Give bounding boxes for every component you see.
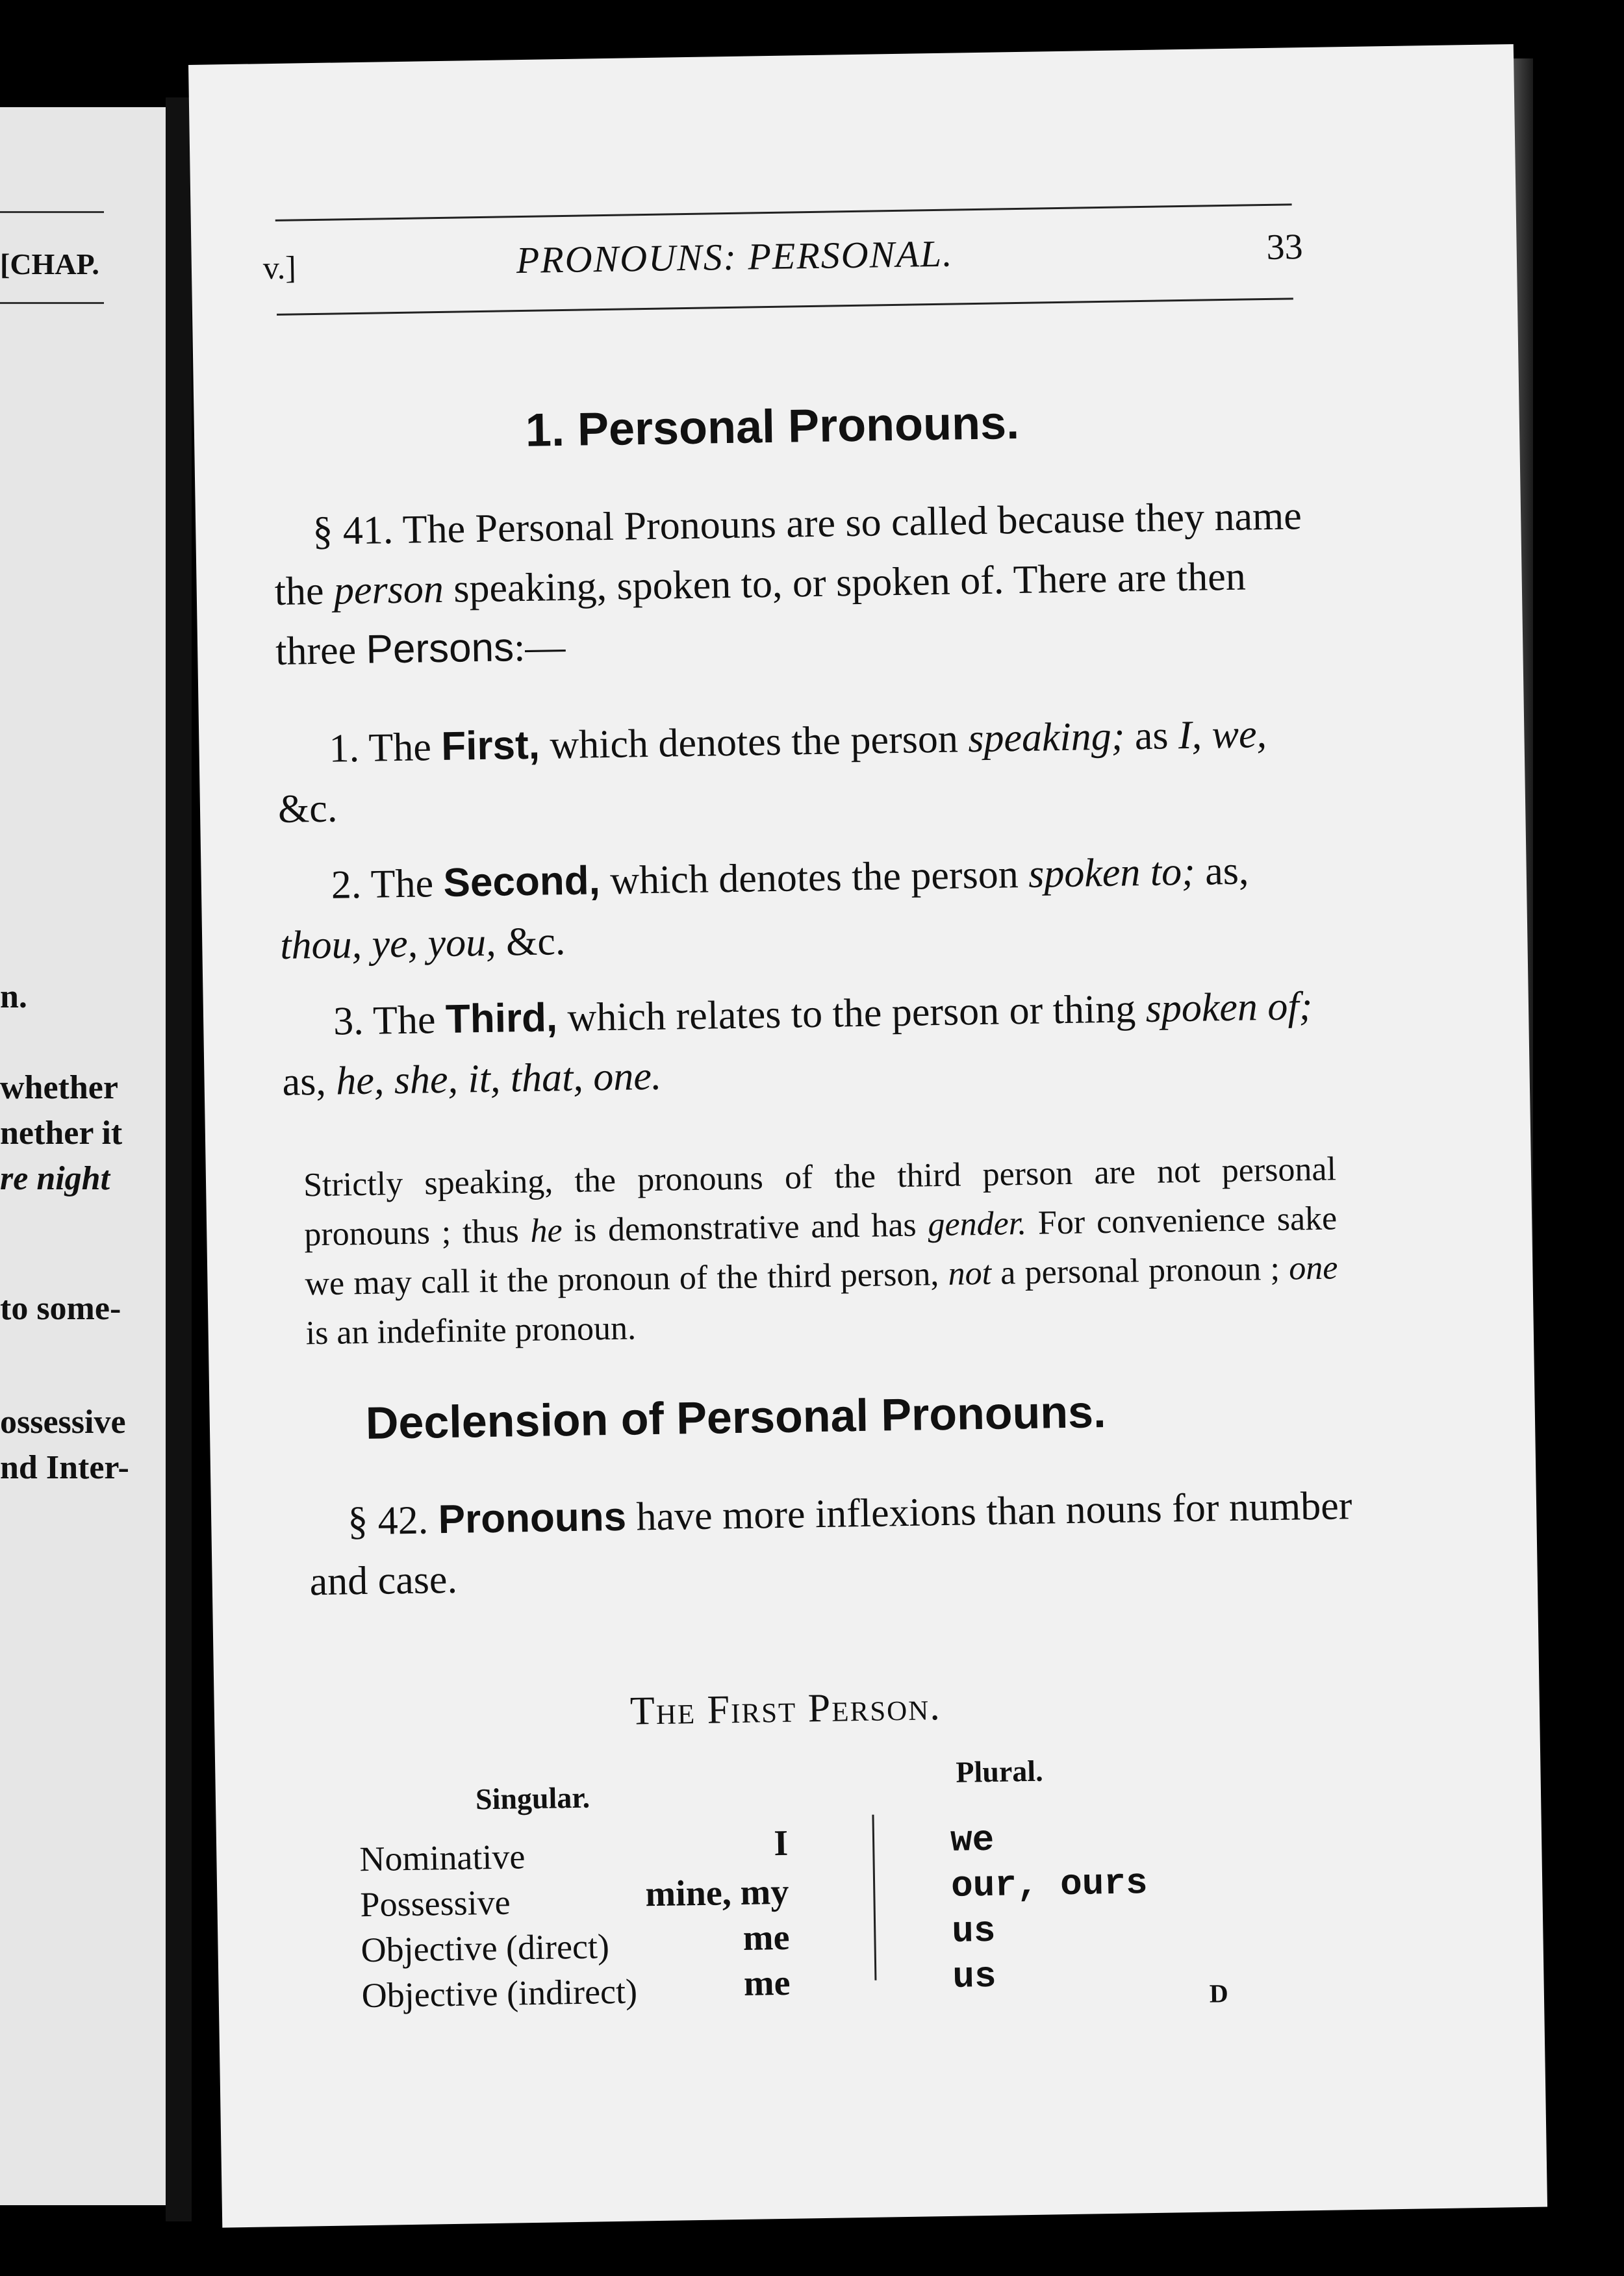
item-emphasis: speaking; [967,714,1125,761]
left-page-fragment: nd Inter- [0,1449,129,1486]
item-examples: he, she, it, that, one. [335,1054,662,1104]
item-term: Second, [443,858,601,905]
item-number: 2. [331,862,362,907]
paragraph-text: have more inflexions than nouns for number and case. [309,1484,1352,1604]
case-label: Objective (direct) [361,1927,610,1970]
singular-form: I [773,1823,789,1864]
item-text: which denotes the person [549,716,959,768]
left-page-rule-top [0,211,104,213]
section-marker: § 42. [347,1498,429,1544]
left-page-rule-bottom [0,302,104,304]
item-text: The [368,725,432,770]
note-text: a personal pronoun ; [1000,1250,1280,1292]
item-text: as, [1204,848,1249,894]
item-emphasis: spoken to; [1028,849,1196,896]
declension-heading: Declension of Personal Pronouns. [365,1386,1107,1448]
case-label: Possessive [360,1882,511,1925]
note-emphasis: he [530,1212,563,1250]
running-title: PRONOUNS: PERSONAL. [516,232,954,282]
note-text: Strictly speaking, the pronouns of the third person are not personal pronouns ; thus [303,1150,1337,1254]
item-text: which relates to the person or thing [567,987,1136,1041]
note-text: is demonstrative and has [574,1206,917,1249]
left-page-fragment: to some- [0,1290,121,1327]
person-item-third [281,976,1328,1112]
left-page-fragment: whether [0,1069,118,1106]
section-heading: 1. Personal Pronouns. [525,396,1020,457]
header-rule-bottom [277,297,1293,316]
person-item-first [277,703,1325,839]
signature-mark: D [1209,1979,1229,2008]
left-page-fragment: n. [0,978,27,1015]
header-rule-top [275,203,1292,221]
item-text: The [372,998,436,1043]
note-text: For convenience sake we may call it the pronoun of the third person, [305,1200,1338,1303]
item-text: &c. [505,919,566,965]
section-marker: § 41. [312,508,394,554]
item-examples: I, we, [1178,712,1267,758]
singular-column-label: Singular. [475,1780,590,1816]
item-text: as, [282,1059,327,1104]
left-page-fragment: ossessive [0,1404,126,1441]
term-persons: Persons [366,625,514,672]
person-item-second [279,840,1326,976]
paragraph-42 [309,1476,1356,1612]
note-emphasis: one [1288,1249,1338,1287]
plural-form: us [951,1910,996,1953]
case-label: Objective (indirect) [361,1971,638,2016]
case-label: Nominative [359,1837,526,1879]
left-page-fragment: nether it [0,1115,123,1152]
paragraph-text: speaking, spoken to, or spoken of. There are then three [275,554,1247,674]
note-paragraph [303,1144,1339,1358]
plural-column-label: Plural. [956,1754,1043,1789]
plural-form: we [950,1819,995,1862]
item-term: First, [440,722,540,770]
item-text: The [370,861,434,907]
paragraph-text: The Personal Pronouns are so called because they name the [274,494,1302,614]
table-column-divider [872,1815,876,1980]
item-text: as [1134,713,1169,759]
left-page-fragment: re night [0,1160,110,1197]
left-page-chapter: [CHAP. [0,247,99,281]
paragraph-41 [273,486,1322,681]
running-head-chapter: v.] [262,249,297,286]
book-page [188,44,1547,2228]
item-number: 3. [333,998,364,1044]
item-text: &c. [277,786,338,831]
item-examples: thou, ye, you, [279,920,497,968]
book-gutter [166,97,192,2221]
singular-form: me [742,1917,790,1958]
emphasis-person: person [333,566,444,613]
item-term: Third, [445,995,558,1042]
note-emphasis: gender. [928,1204,1027,1244]
item-text: which denotes the person [609,852,1019,903]
previous-page-strip [0,107,166,2205]
note-emphasis: not [948,1254,992,1293]
term-pronouns: Pronouns [438,1494,627,1543]
plural-form: us [952,1955,997,1998]
item-emphasis: spoken of; [1145,984,1313,1031]
paragraph-text: :— [513,625,566,670]
singular-form: me [743,1962,791,2004]
plural-form: our, ours [950,1862,1148,1907]
table-title: The First Person. [629,1684,942,1734]
note-text: is an indefinite pronoun. [305,1309,637,1352]
item-number: 1. [329,726,360,771]
page-number: 33 [1266,227,1304,268]
singular-form: mine, my [644,1871,789,1915]
